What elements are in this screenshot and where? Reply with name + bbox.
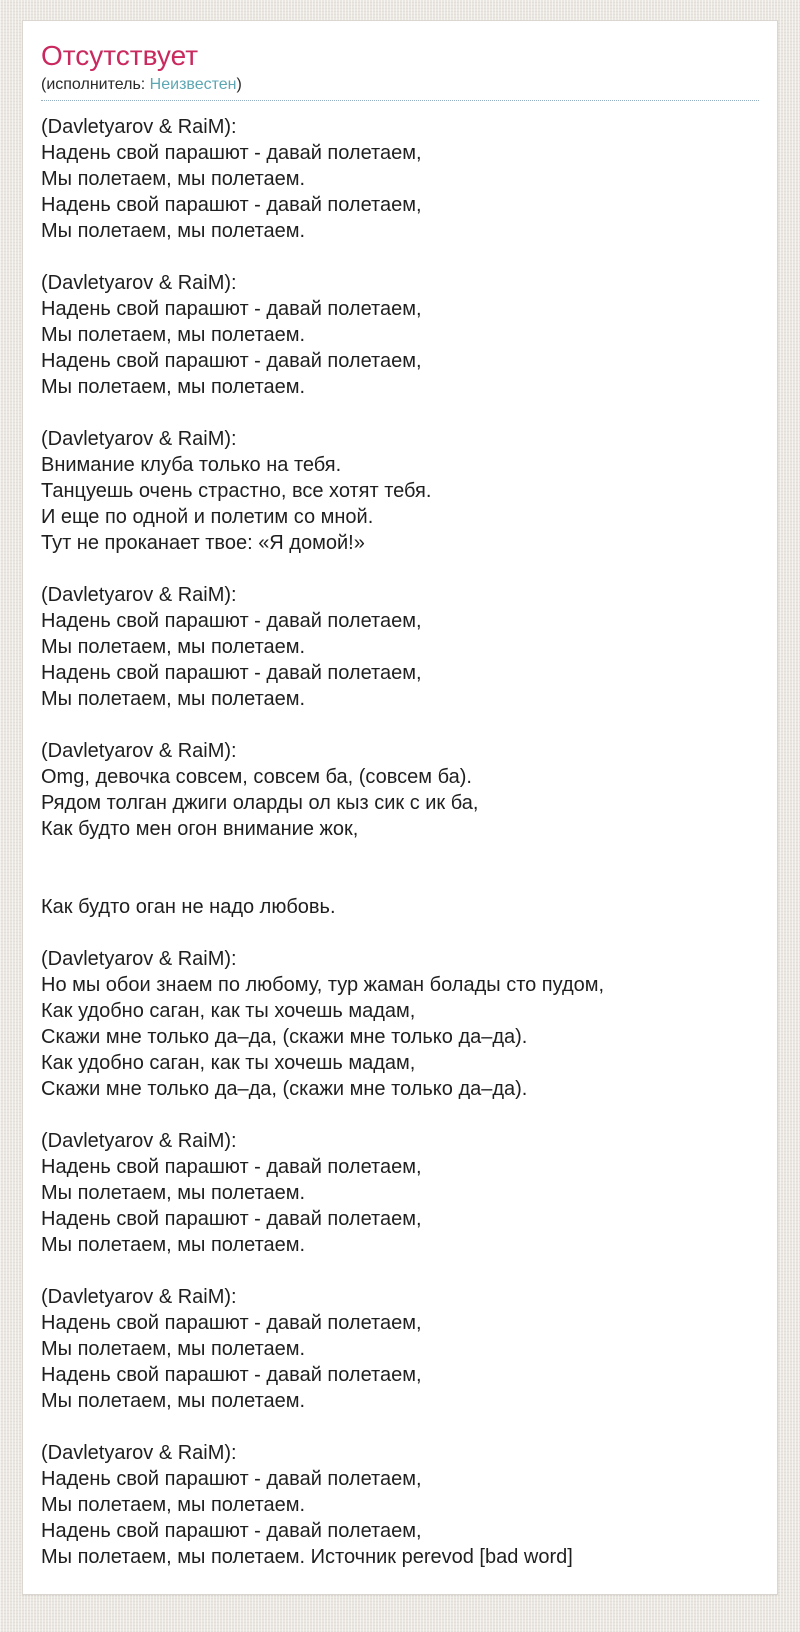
- stanza: [41, 1440, 759, 1570]
- lyrics-line: (Davletyarov & RaiM):: [41, 116, 237, 138]
- lyrics-line: Мы полетаем, мы полетаем.: [41, 1390, 306, 1412]
- page-background: [0, 20, 800, 1632]
- lyrics-line: Танцуешь очень страстно, все хотят тебя.: [41, 480, 432, 502]
- lyrics-line: (Davletyarov & RaiM):: [41, 740, 237, 762]
- lyrics-line: И еще по одной и полетим со мной.: [41, 506, 374, 528]
- lyrics-line: [41, 868, 759, 894]
- stanza: [41, 114, 759, 244]
- lyrics-line: Мы полетаем, мы полетаем.: [41, 1338, 306, 1360]
- lyrics-line: Рядом толган джиги оларды ол кыз сик с ик ба,: [41, 792, 479, 814]
- page-title: Отсутствует: [41, 40, 199, 71]
- lyrics-line: (Davletyarov & RaiM):: [41, 584, 237, 606]
- lyrics-line: (Davletyarov & RaiM):: [41, 1286, 237, 1308]
- lyrics-line: Надень свой парашют - давай полетаем,: [41, 1468, 422, 1490]
- lyrics-line: Надень свой парашют - давай полетаем,: [41, 194, 422, 216]
- lyrics-line: Но мы обои знаем по любому, тур жаман болады сто пудом,: [41, 974, 605, 996]
- lyrics-line: [41, 842, 759, 868]
- lyrics-line: Мы полетаем, мы полетаем.: [41, 1494, 306, 1516]
- lyrics-line: Тут не проканает твое: «Я домой!»: [41, 532, 365, 554]
- lyrics-line: Надень свой парашют - давай полетаем,: [41, 662, 422, 684]
- lyrics-line: Надень свой парашют - давай полетаем,: [41, 1156, 422, 1178]
- lyrics-line: Мы полетаем, мы полетаем.: [41, 376, 306, 398]
- stanza: [41, 270, 759, 400]
- lyrics-line: Как будто оган не надо любовь.: [41, 896, 336, 918]
- lyrics-line: (Davletyarov & RaiM):: [41, 272, 237, 294]
- stanza: [41, 1284, 759, 1414]
- lyrics-line: Как удобно саган, как ты хочешь мадам,: [41, 1000, 416, 1022]
- lyrics-line: Как будто мен огон внимание жок,: [41, 818, 359, 840]
- lyrics-line: Надень свой парашют - давай полетаем,: [41, 610, 422, 632]
- lyrics-line: Надень свой парашют - давай полетаем,: [41, 1364, 422, 1386]
- lyrics-line: (Davletyarov & RaiM):: [41, 1130, 237, 1152]
- lyrics-line: Надень свой парашют - давай полетаем,: [41, 1312, 422, 1334]
- lyrics-line: Как удобно саган, как ты хочешь мадам,: [41, 1052, 416, 1074]
- artist-link[interactable]: Неизвестен: [149, 76, 237, 93]
- lyrics-line: Мы полетаем, мы полетаем.: [41, 636, 306, 658]
- artist-line: [41, 75, 759, 101]
- lyrics-line: Мы полетаем, мы полетаем. Источник perevod [bad word]: [41, 1546, 573, 1568]
- artist-label-prefix: (исполнитель:: [41, 76, 150, 93]
- lyrics-line: Надень свой парашют - давай полетаем,: [41, 350, 422, 372]
- lyrics-line: Надень свой парашют - давай полетаем,: [41, 298, 422, 320]
- lyrics-line: (Davletyarov & RaiM):: [41, 948, 237, 970]
- stanza: [41, 738, 759, 920]
- lyrics-line: (Davletyarov & RaiM):: [41, 1442, 237, 1464]
- lyrics-line: Скажи мне только да–да, (скажи мне только да–да).: [41, 1026, 528, 1048]
- lyrics-line: Надень свой парашют - давай полетаем,: [41, 142, 422, 164]
- stanza: [41, 1128, 759, 1258]
- lyrics-line: Мы полетаем, мы полетаем.: [41, 220, 306, 242]
- lyrics-line: (Davletyarov & RaiM):: [41, 428, 237, 450]
- lyrics-line: Мы полетаем, мы полетаем.: [41, 1182, 306, 1204]
- lyrics-line: Надень свой парашют - давай полетаем,: [41, 1208, 422, 1230]
- artist-label-suffix: ): [236, 76, 242, 93]
- lyrics-line: Мы полетаем, мы полетаем.: [41, 324, 306, 346]
- lyrics-line: Мы полетаем, мы полетаем.: [41, 1234, 306, 1256]
- lyrics-line: Мы полетаем, мы полетаем.: [41, 688, 306, 710]
- lyrics-line: Надень свой парашют - давай полетаем,: [41, 1520, 422, 1542]
- lyrics-line: Внимание клуба только на тебя.: [41, 454, 342, 476]
- lyrics-line: Мы полетаем, мы полетаем.: [41, 168, 306, 190]
- stanza: [41, 946, 759, 1102]
- lyrics-line: Omg, девочка совсем, совсем ба, (совсем ба).: [41, 766, 472, 788]
- content-card: [22, 20, 778, 1595]
- lyrics: [41, 114, 759, 1570]
- stanza: [41, 582, 759, 712]
- lyrics-line: Скажи мне только да–да, (скажи мне только да–да).: [41, 1078, 528, 1100]
- stanza: [41, 426, 759, 556]
